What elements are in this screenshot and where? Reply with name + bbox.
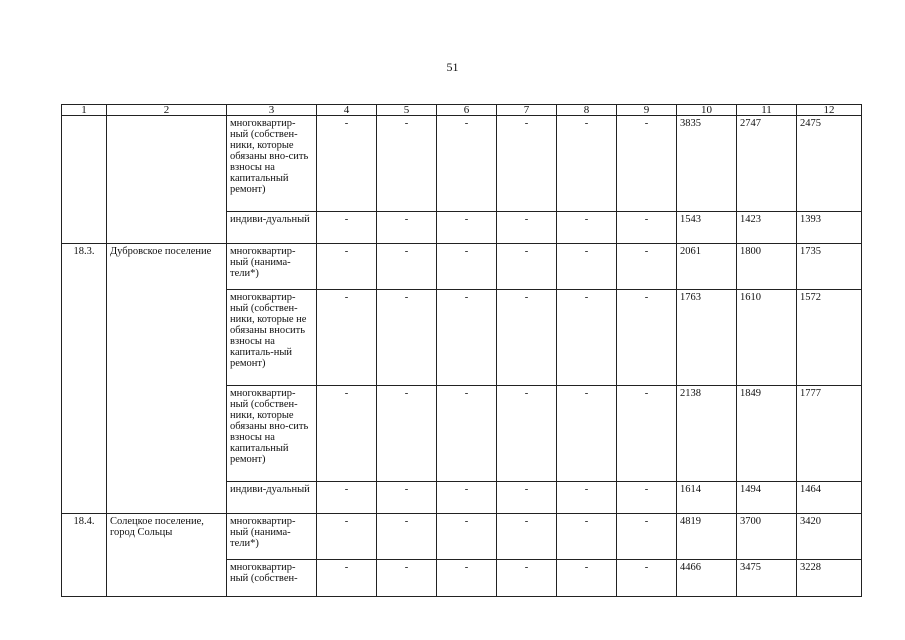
housing-type-cell: многоквартир-ный (нанима-тели*) <box>227 514 317 560</box>
column-header: 3 <box>227 105 317 116</box>
value-cell: - <box>497 386 557 482</box>
value-cell: 3475 <box>737 560 797 620</box>
value-cell: - <box>617 244 677 290</box>
value-cell: - <box>317 560 377 620</box>
value-cell: 2475 <box>797 116 862 212</box>
value-cell: 1393 <box>797 212 862 244</box>
column-header: 12 <box>797 105 862 116</box>
housing-type-cell: индиви-дуальный <box>227 482 317 514</box>
value-cell: - <box>557 244 617 290</box>
column-header: 7 <box>497 105 557 116</box>
value-cell: - <box>617 514 677 560</box>
value-cell: 3228 <box>797 560 862 620</box>
value-cell: - <box>437 482 497 514</box>
value-cell: 1464 <box>797 482 862 514</box>
value-cell: - <box>377 244 437 290</box>
value-cell: - <box>377 560 437 620</box>
column-header: 5 <box>377 105 437 116</box>
value-cell: 3700 <box>737 514 797 560</box>
value-cell: - <box>497 116 557 212</box>
table-row <box>62 116 862 212</box>
value-cell: - <box>557 212 617 244</box>
value-cell: - <box>437 116 497 212</box>
row-number-cell: 18.4. <box>62 514 107 620</box>
housing-type-cell: многоквартир-ный (собствен- <box>227 560 317 620</box>
value-cell: - <box>557 116 617 212</box>
value-cell: - <box>317 514 377 560</box>
value-cell: 1610 <box>737 290 797 386</box>
value-cell: - <box>437 290 497 386</box>
settlement-cell: Солецкое поселение, город Сольцы <box>107 514 227 620</box>
column-header: 4 <box>317 105 377 116</box>
settlement-cell <box>107 116 227 244</box>
value-cell: - <box>557 560 617 620</box>
value-cell: 1735 <box>797 244 862 290</box>
value-cell: 1849 <box>737 386 797 482</box>
value-cell: - <box>557 290 617 386</box>
value-cell: 2747 <box>737 116 797 212</box>
value-cell: 2138 <box>677 386 737 482</box>
housing-type-cell: индиви-дуальный <box>227 212 317 244</box>
value-cell: - <box>617 116 677 212</box>
value-cell: 1423 <box>737 212 797 244</box>
value-cell: - <box>617 386 677 482</box>
row-number-cell <box>62 116 107 244</box>
value-cell: - <box>497 560 557 620</box>
tariff-table <box>61 104 862 620</box>
column-header: 1 <box>62 105 107 116</box>
value-cell: 1494 <box>737 482 797 514</box>
value-cell: - <box>377 514 437 560</box>
housing-type-cell: многоквартир-ный (собствен-ники, которые обязаны вно-сить взносы на капитальный ремонт) <box>227 386 317 482</box>
column-header: 8 <box>557 105 617 116</box>
value-cell: - <box>617 482 677 514</box>
column-header: 11 <box>737 105 797 116</box>
column-header: 2 <box>107 105 227 116</box>
value-cell: 1777 <box>797 386 862 482</box>
settlement-cell: Дубровское поселение <box>107 244 227 514</box>
housing-type-cell: многоквартир-ный (собствен-ники, которые обязаны вно-сить взносы на капитальный ремонт) <box>227 116 317 212</box>
value-cell: 1763 <box>677 290 737 386</box>
value-cell: - <box>617 290 677 386</box>
value-cell: - <box>557 386 617 482</box>
header-row <box>62 105 862 116</box>
value-cell: - <box>317 212 377 244</box>
value-cell: - <box>437 386 497 482</box>
value-cell: - <box>557 482 617 514</box>
value-cell: - <box>377 212 437 244</box>
table-bottom-border <box>61 596 862 597</box>
housing-type-cell: многоквартир-ный (нанима-тели*) <box>227 244 317 290</box>
value-cell: - <box>497 514 557 560</box>
value-cell: - <box>617 212 677 244</box>
value-cell: - <box>317 290 377 386</box>
page-bottom-margin <box>0 597 905 640</box>
housing-type-cell: многоквартир-ный (собствен-ники, которые не обязаны вносить взносы на капиталь-ный ремонт) <box>227 290 317 386</box>
table-row <box>62 514 862 560</box>
value-cell: 1800 <box>737 244 797 290</box>
value-cell: - <box>617 560 677 620</box>
column-header: 9 <box>617 105 677 116</box>
value-cell: - <box>557 514 617 560</box>
value-cell: 1614 <box>677 482 737 514</box>
value-cell: - <box>317 244 377 290</box>
value-cell: - <box>317 482 377 514</box>
value-cell: - <box>497 290 557 386</box>
value-cell: - <box>437 244 497 290</box>
value-cell: - <box>437 514 497 560</box>
page-number: 51 <box>446 60 459 74</box>
value-cell: - <box>317 386 377 482</box>
column-header: 10 <box>677 105 737 116</box>
value-cell: 3835 <box>677 116 737 212</box>
value-cell: - <box>317 116 377 212</box>
value-cell: 4466 <box>677 560 737 620</box>
value-cell: - <box>437 560 497 620</box>
table-row <box>62 244 862 290</box>
value-cell: - <box>497 244 557 290</box>
value-cell: - <box>377 482 437 514</box>
value-cell: - <box>437 212 497 244</box>
row-number-cell: 18.3. <box>62 244 107 514</box>
value-cell: - <box>377 116 437 212</box>
value-cell: 4819 <box>677 514 737 560</box>
value-cell: 1543 <box>677 212 737 244</box>
value-cell: 1572 <box>797 290 862 386</box>
value-cell: 3420 <box>797 514 862 560</box>
value-cell: - <box>497 482 557 514</box>
value-cell: - <box>497 212 557 244</box>
value-cell: - <box>377 290 437 386</box>
value-cell: - <box>377 386 437 482</box>
column-header: 6 <box>437 105 497 116</box>
value-cell: 2061 <box>677 244 737 290</box>
